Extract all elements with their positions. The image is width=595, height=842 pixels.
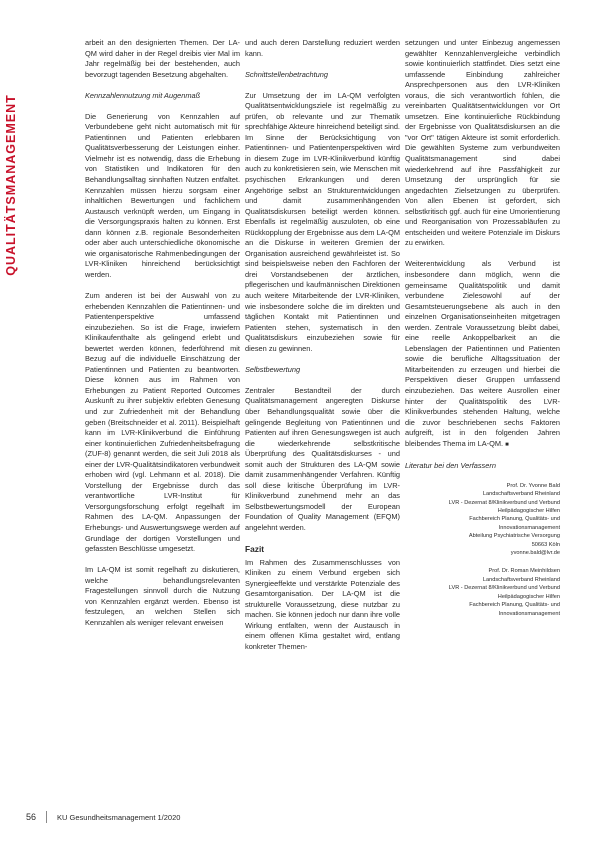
author-line: Heilpädagogischer Hilfen — [497, 508, 560, 515]
author-line: Abteilung Psychiatrische Versorgung — [468, 533, 560, 540]
author-email[interactable]: yvonne.bald@lvr.de — [510, 550, 560, 557]
paragraph: Zum anderen ist bei der Auswahl von zu erhebenden Kennzahlen die Patientinnen- und Patientenperspektive umfassend einzubeziehen. So ist die Frage, inwiefern Klinikaufenthalte als gelingend erlebt und bewertet werden können, federführend mit Bezug auf die individuelle Einschätzung der Patientinnen und Patienten zu beantworten. Diese können aus im Rahmen von Erhebungen zu Patient Reported Outcomes Auskunft zu ihrer subjektiv erlebten Genesung und zur Zufriedenheit mit der Behandlung geben (Breitschneider et al. 2011). Beispielhaft kann im LVR-Klinikverbund die Einführung einer kontinuierlichen Zufriedenheitsbefragung (ZUF-8) genannt werden, die seit Juli 2018 als einer der LVR-Qualitätsindikatoren verbundweit erhoben wird (vgl. Lehmann et al. 2018). Die Vorstellung der Ergebnisse durch das verantwortliche LVR-Institut für Versorgungsforschung erfolgt regelhaft im Rahmen des LA-QM. Anpassungen der Erhebungs- und Auswertungswege werden auf Grundlage der dortigen Vorstellungen und gefassten Beschlüsse umgesetzt. — [85, 290, 240, 554]
section-label-text: QUALITÄTSMANAGEMENT — [4, 94, 18, 276]
author-line: Innovationsmanagement — [498, 610, 560, 617]
paragraph: Zentraler Bestandteil der durch Qualitätsmanagement angeregten Diskurse über Behandlungsqualität sowie über die gelingende Begleitung von Patientinnen und Patienten auf ihren Genesungswegen ist auch die wiederkehrende selbstkritische Überprüfung des Qualitätsdiskurses - und somit auch der Strukturen des LA-QM sowie damit zusammenhängender Verfahren. Künftig soll diese kritische Überprüfung im LVR-Klinikverbund zunehmend mehr an das Selbstbewertungsmodell der European Foundation of Quality Management (EFQM) angelehnt werden. — [245, 385, 400, 532]
author-line: Innovationsmanagement — [498, 524, 560, 531]
paragraph: Zur Umsetzung der im LA-QM verfolgten Qualitätsentwicklungsziele ist regelmäßig zu prüfen, ob relevante und zur Thematik sprechfähige Akteure hinreichend beteiligt sind. Im Sinne der Berücksichtigung von Patientinnen- und Patientenperspektiven wird in diesem Zuge im LVR-Klinikverbund künftig auch zu konkretisieren sein, wie Menschen mit psychischen Erkrankungen und deren Angehörige selbst an Strukturentwicklungen und damit zusammenhängenden Qualitätsdiskursen beteiligt werden können. Ebenfalls ist regelmäßig auszuloten, ob eine Rückkopplung der Ergebnisse aus dem LA-QM an die Diskurse in weiteren Gremien der Organisation ausreichend gewährleistet ist. So sind beispielsweise neben den Fachforen der drei Vorstandsebenen der ärztlichen, pflegerischen und kaufmännischen Direktionen auch weitere Mitarbeitende der LVR-Kliniken, wie insbesondere solche die im direkten und täglichen Kontakt mit Patientinnen und Patienten stehen, systematisch in den Qualitätsdiskurs einzubeziehen sowie für diesen zu gewinnen. — [245, 90, 400, 353]
author-line: Landschaftsverband Rheinland — [482, 491, 560, 498]
literature-note: Literatur bei den Verfassern — [405, 460, 496, 470]
subheading: Kennzahlennutzung mit Augenmaß — [85, 90, 201, 100]
author-line: LVR - Dezernat 8/Klinikverbund und Verbund — [448, 499, 560, 506]
paragraph: setzungen und unter Einbezug angemessen gewählter Kennzahlenvergleiche verbindlich sowie kontinuierlich stattfindet. Dies setzt eine umfassende Einbindung zahlreicher Ansprechpersonen aus den LVR-Kliniken voraus, die sich verantwortlich fühlen, die vereinbarten Qualitätsentwicklungen vor Ort umsetzen. Eine kontinuierliche Rückbindung der Ergebnisse von Qualitätsdiskursen an die "vor Ort" tätigen Akteure ist somit erforderlich. Die gewählten Systeme zum verbundweiten Qualitätsmanagement sind dabei wiederkehrend auf ihre Passfähigkeit zur Umsetzung der ursprünglich für sie angedachten Zielsetzungen zu überprüfen. Von allen Ebenen ist gefordert, sich selbstkritisch ggf. auch für eine Umorientierung und Reorganisation von Prozessabläufen zu entscheiden und weitere Potenziale im Diskurs zu erwirken. — [405, 38, 560, 248]
author-line: LVR - Dezernat 8/Klinikverbund und Verbund — [448, 585, 560, 592]
section-heading: Fazit — [245, 544, 265, 555]
paragraph: Die Generierung von Kennzahlen auf Verbundebene geht nicht automatisch mit für Patientinnen und Patienten erlebbaren Qualitätsverbesserung der Leistungen einher. Vielmehr ist es notwendig, dass die Erhebung von Statistiken und Indikatoren für den Behandlungsalltag sinnhaften Nutzen entfaltet. Kennzahlen müssen hierzu sorgsam einer inhaltlichen Bewertungen und fachlichem Austausch verknüpft werden, um Eingang in die Versorgungspraxis halten zu können. Erst dann können z.B. regionale Besonderheiten oder aber auch unterschiedliche ökonomische wie organisatorische Rahmenbedingungen der LVR-Kliniken hinreichend berücksichtigt werden. — [85, 111, 240, 279]
author-block-2 — [405, 567, 560, 617]
column-3 — [405, 38, 560, 628]
author-line: Prof. Dr. Yvonne Bald — [506, 482, 560, 489]
subheading: Schnittstellenbetrachtung — [245, 69, 328, 79]
footer-divider — [46, 811, 47, 823]
author-line: Prof. Dr. Roman Meinhildsen — [488, 568, 560, 575]
author-line: Landschaftsverband Rheinland — [482, 576, 560, 583]
column-1 — [85, 38, 240, 639]
section-label — [2, 60, 20, 310]
author-block-1 — [405, 482, 560, 558]
paragraph: und auch deren Darstellung reduziert werden kann. — [245, 38, 400, 58]
paragraph: Im Rahmen des Zusammenschlusses von Kliniken zu einem Verbund ergeben sich Synergieeffekte und verstärkte Potenziale des Gesamtorganisation. Der LA-QM ist die strukturelle Voraussetzung, diese nutzbar zu machen. Sie können jedoch nur dann ihre volle Wirkung entfalten, wenn der Austausch in einem offenen Klima gestaltet wird, entlang konkreter Themen- — [245, 557, 400, 651]
page-footer — [26, 810, 566, 824]
subheading: Selbstbewertung — [245, 364, 301, 374]
end-mark-icon: ■ — [505, 441, 509, 448]
author-line: Fachbereich Planung, Qualitäts- und — [469, 516, 560, 523]
side-tab — [0, 0, 22, 842]
journal-name: KU Gesundheitsmanagement 1/2020 — [57, 812, 181, 822]
paragraph — [405, 259, 560, 450]
author-line: Fachbereich Planung, Qualitäts- und — [469, 602, 560, 609]
paragraph: Im LA-QM ist somit regelhaft zu diskutieren, welche behandlungsrelevanten Fragestellungen sinnvoll durch die Nutzung von Kennzahlen ergänzt werden. Ebenso ist festzulegen, an welchen Stellen sich Kennzahlen als weniger relevant erweisen — [85, 565, 240, 627]
paragraph: arbeit an den designierten Themen. Der LA-QM wird daher in der Regel dreibis vier Mal im Jahr regelmäßig bei der bestehenden, auch bevorzugt tagenden Besetzung abgehalten. — [85, 38, 240, 79]
author-line: 50663 Köln — [531, 541, 560, 548]
author-line: Heilpädagogischer Hilfen — [497, 593, 560, 600]
page-number: 56 — [26, 812, 37, 822]
paragraph-text: Weiterentwicklung als Verbund ist insbesondere dann möglich, wenn die gemeinsame Qualitätspolitik und damit verbundene Zielesowohl auf der Gesamtsteuerungsebene als auch in den einzelnen Organisationseinheiten mitgetragen werden. Zentrale Voraussetzung bleibt dabei, eine reelle Ankoppelbarkeit an die Lebenslagen der Patientinnen und Patienten sowie die berufliche Alltagssituation der Mitarbeitenden zu erzeugen und hierbei die Perspektiven dieser Gruppen umfassend einzubeziehen. Das weitere Ausrollen einer hinter der Qualitätspolitik des LVR-Klinikverbundes stehenden Haltung, welche die zuvor beschriebenen sechs Faktoren aufgreift, ist in den folgenden Jahren bleibendes Thema im LA-QM. — [405, 259, 560, 448]
column-2 — [245, 38, 400, 663]
